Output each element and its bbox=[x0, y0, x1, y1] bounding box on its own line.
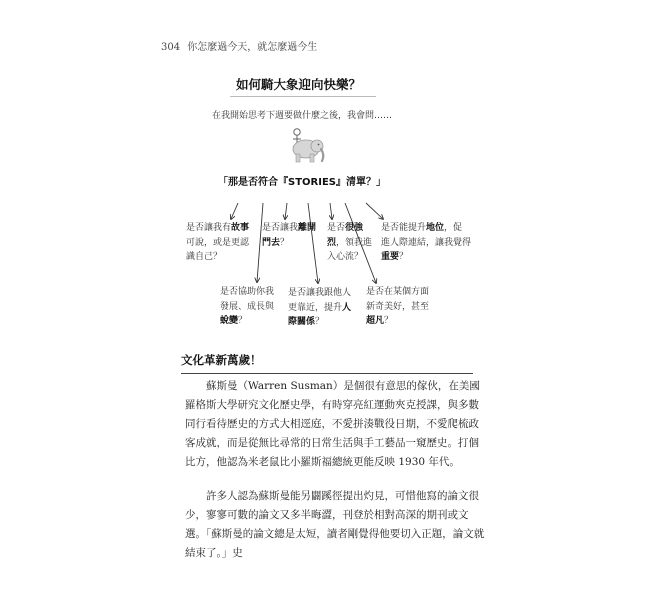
diagram-intro: 在我開始思考下週要做什麼之後，我會問…… bbox=[212, 111, 393, 121]
stories-item-intense: 是否很強烈，領我進入心流？ bbox=[327, 223, 373, 262]
section-underline bbox=[181, 373, 473, 374]
arrow-7 bbox=[366, 203, 383, 219]
body-paragraph-1: 蘇斯曼（Warren Susman）是個很有意思的傢伙，在美國羅格斯大學研究文化歷史學，有時穿亮紅運動夾克授課，與多數同行看待歷史的方式大相逕庭，不愛拼湊戰役日期，不愛爬梳政客成就，而是從無比尋常的日常生活與手工藝品一窺歷史。打個比方，他認為米老鼠比小羅斯福總統更能反映 1930 年代。 bbox=[185, 380, 480, 468]
body-paragraph-2: 許多人認為蘇斯曼能另闢蹊徑提出灼見，可惜他寫的論文很少，寥寥可數的論文又多半晦澀，刊登於相對高深的期刊或文選。「蘇斯曼的論文總是太短，讀者剛覺得他要切入正題，論文就結束了。」史 bbox=[185, 490, 485, 559]
book-title: 你怎麼過今天，就怎麼過今生 bbox=[187, 42, 318, 53]
diagram-title: 如何騎大象迎向快樂？ bbox=[236, 77, 362, 92]
stories-item-growth: 是否協助你我發展、成長與蛻變？ bbox=[220, 287, 275, 326]
stories-question: 「那是否符合『STORIES』清單？」 bbox=[218, 177, 386, 188]
stories-item-relationships: 是否讓我跟他人更靠近，提升人際關係？ bbox=[288, 288, 352, 327]
page-number: 304 bbox=[161, 42, 181, 53]
stories-item-status: 是否能提升地位，促進人際連結，讓我覺得重要？ bbox=[381, 223, 472, 262]
stories-item-story: 是否讓我有故事可說，或是更認識自己？ bbox=[186, 223, 250, 262]
stories-item-extraordinary: 是否在某個方面新奇美好，甚至超凡？ bbox=[366, 287, 430, 326]
arrow-3 bbox=[285, 203, 287, 219]
arrow-5 bbox=[330, 203, 332, 219]
arrow-1 bbox=[231, 203, 238, 219]
section-heading: 文化革新萬歲！ bbox=[181, 353, 262, 367]
stories-item-out: 是否讓我離開門去？ bbox=[262, 223, 317, 248]
